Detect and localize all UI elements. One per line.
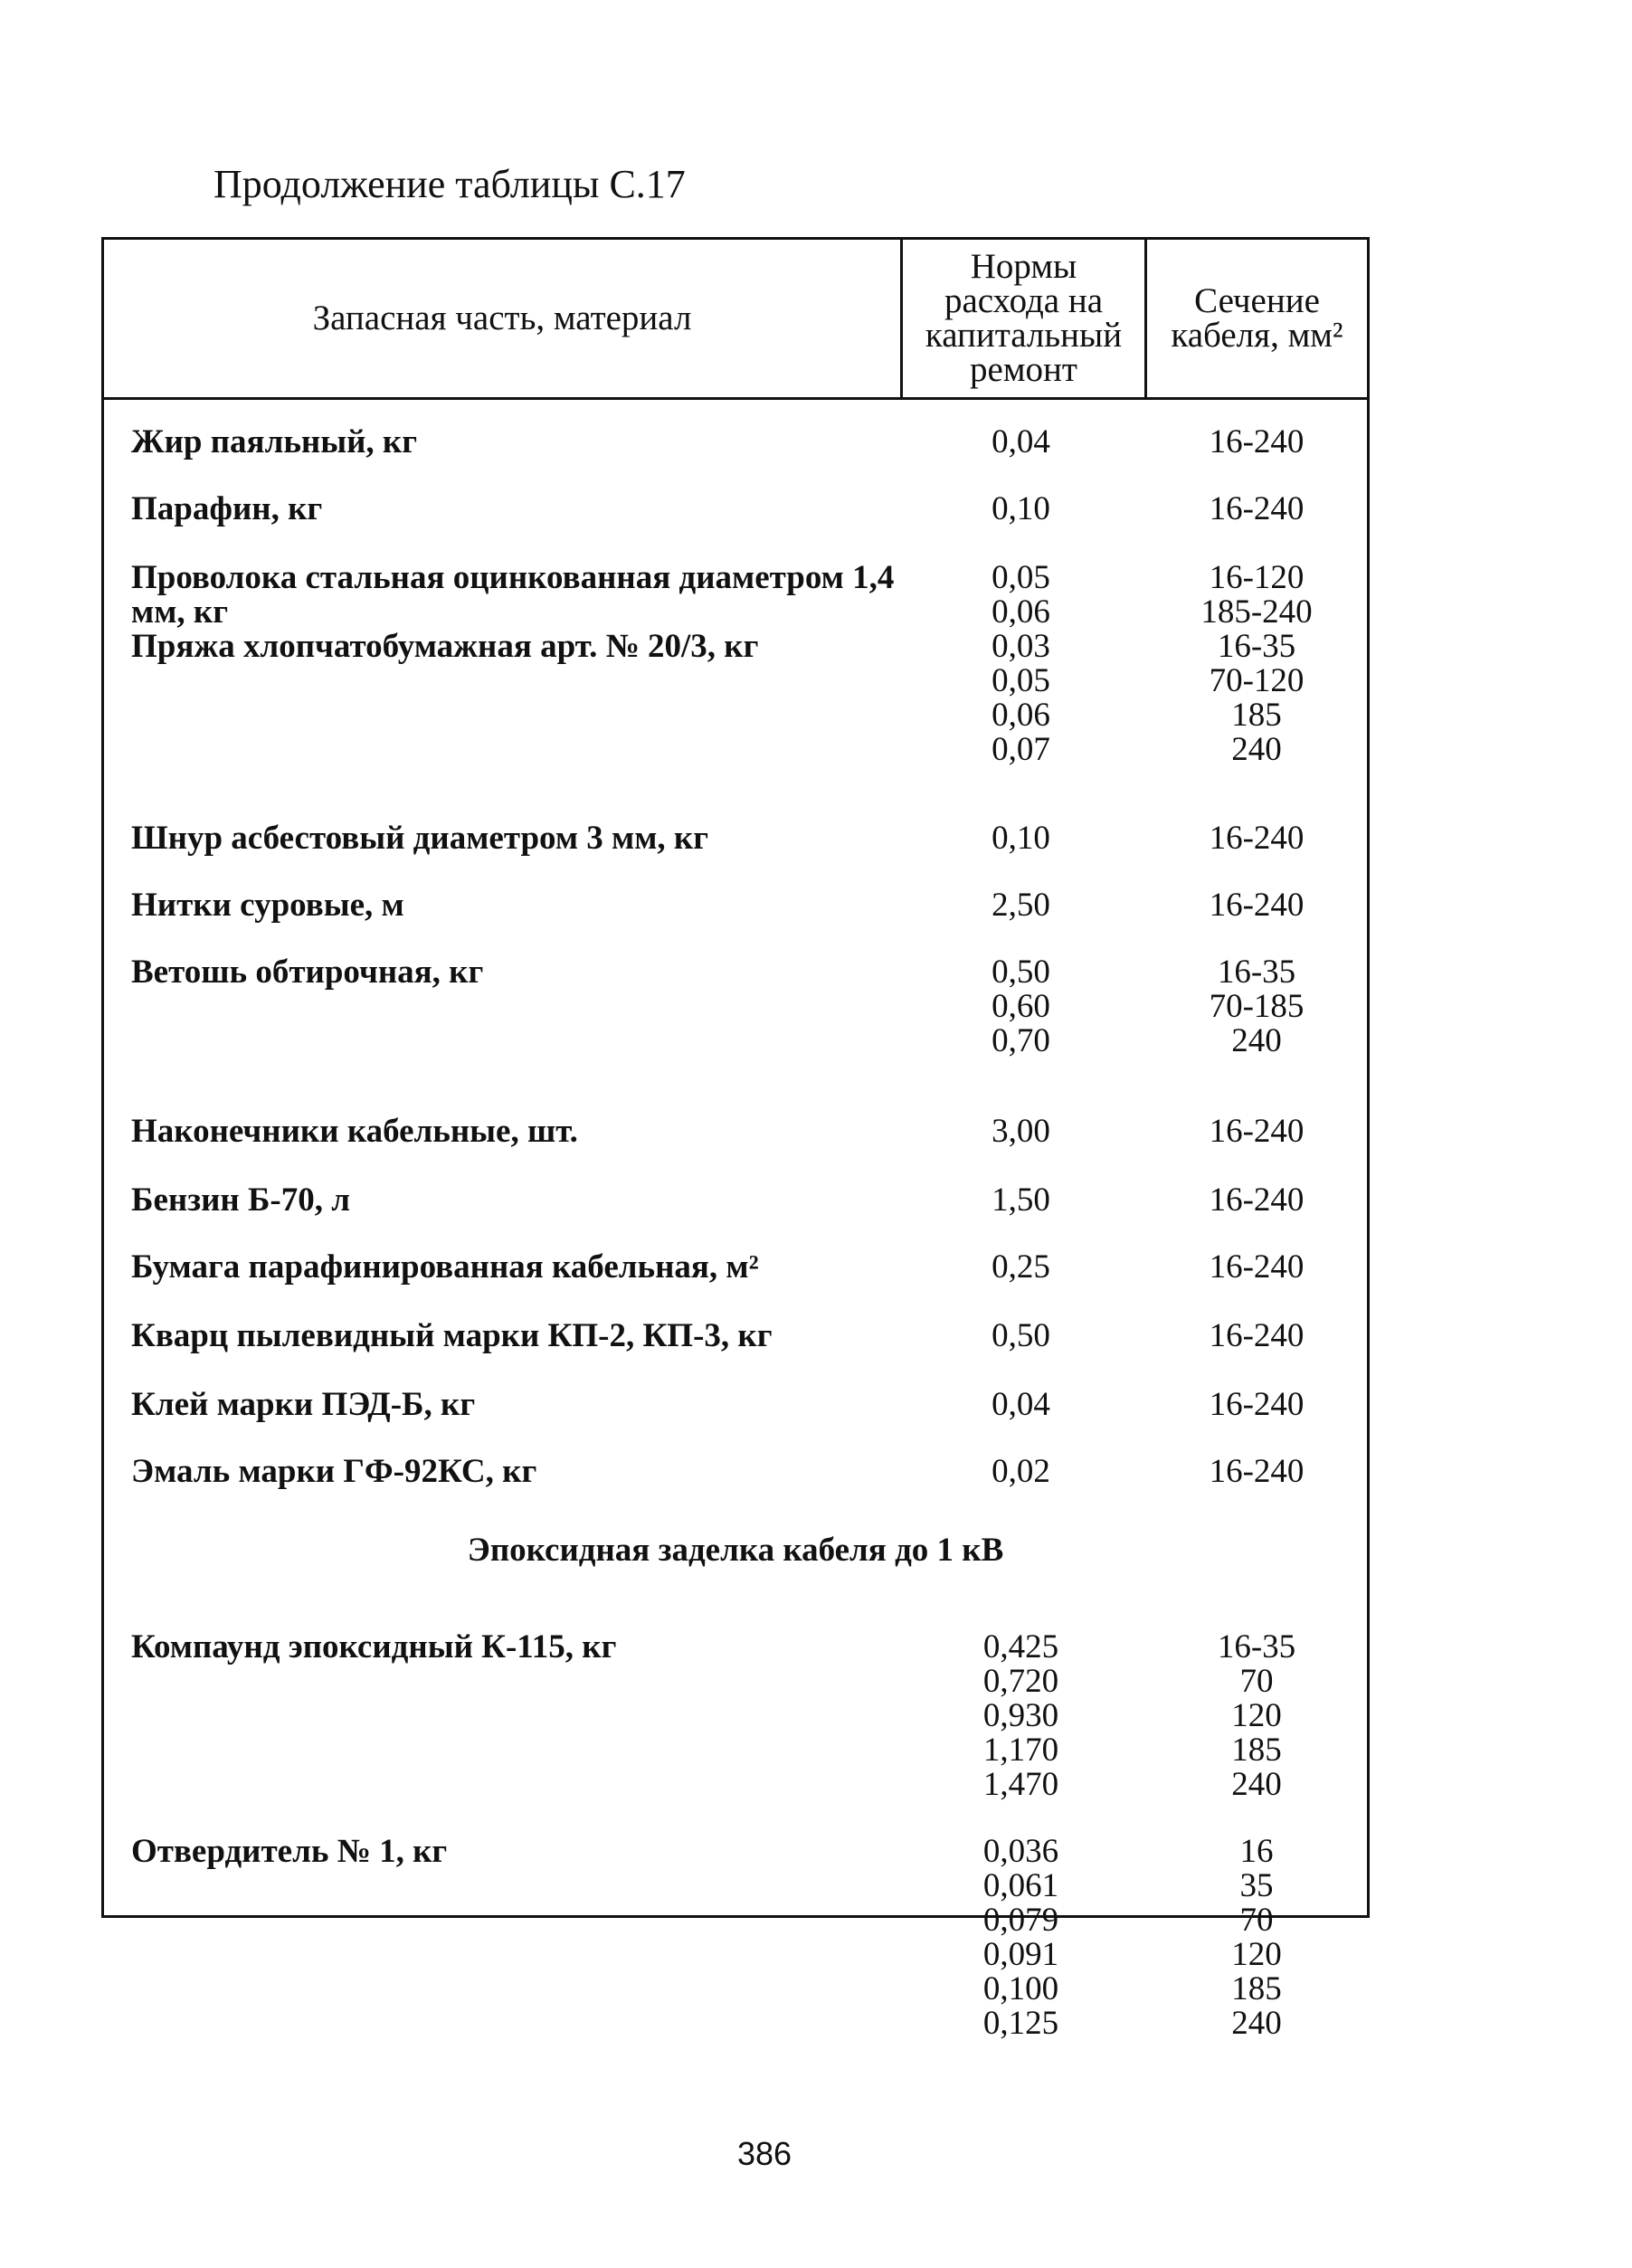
header-material: Запасная часть, материал <box>312 299 692 337</box>
section-value: 185 <box>1231 697 1282 734</box>
norm-value: 0,036 <box>982 1833 1059 1870</box>
section-cell <box>1144 425 1369 460</box>
norm-value: 1,470 <box>982 1766 1059 1803</box>
section-value: 35 <box>1239 1867 1274 1904</box>
section-value: 240 <box>1231 2005 1282 2042</box>
norm-value: 0,06 <box>992 593 1050 631</box>
norms-cell <box>900 821 1142 856</box>
norms-cell <box>900 1183 1142 1218</box>
norm-value: 1,50 <box>992 1181 1050 1219</box>
header-norms-line: ремонт <box>970 350 1077 389</box>
norm-value: 0,425 <box>982 1628 1059 1665</box>
section-value: 16-240 <box>1209 1113 1305 1150</box>
section-value: 185-240 <box>1200 593 1313 631</box>
norms-cell <box>900 1388 1142 1422</box>
material-name: Отвердитель № 1, кг <box>131 1833 448 1870</box>
section-cell <box>1144 888 1369 923</box>
section-heading: Эпоксидная заделка кабеля до 1 кВ <box>467 1532 1004 1569</box>
norm-value: 0,50 <box>992 1317 1050 1354</box>
table-header <box>104 240 1367 400</box>
section-value: 16 <box>1239 1833 1274 1870</box>
material-name: Наконечники кабельные, шт. <box>131 1113 578 1150</box>
section-value: 16-240 <box>1209 1453 1305 1490</box>
norm-value: 3,00 <box>992 1113 1050 1150</box>
section-value: 16-240 <box>1209 1386 1305 1423</box>
norms-cell <box>900 888 1142 923</box>
section-value: 70-120 <box>1209 662 1305 699</box>
material-name: Бумага парафинированная кабельная, м² <box>131 1248 759 1286</box>
material-name: Компаунд эпоксидный К-115, кг <box>131 1628 617 1665</box>
norms-cell <box>900 1630 1142 1802</box>
section-value: 120 <box>1231 1936 1282 1973</box>
section-value: 70 <box>1239 1902 1274 1939</box>
table-body <box>104 400 1367 2042</box>
norm-value: 1,170 <box>982 1732 1059 1769</box>
section-value: 16-120 <box>1209 559 1305 596</box>
norm-value: 0,04 <box>992 423 1050 460</box>
material-name: Бензин Б-70, л <box>131 1181 350 1219</box>
section-cell <box>1144 1835 1369 2041</box>
norms-cell <box>900 1115 1142 1149</box>
section-cell <box>1144 1183 1369 1218</box>
section-value: 70-185 <box>1209 988 1305 1025</box>
header-section-line: Сечение <box>1194 281 1320 320</box>
page-number: 386 <box>736 2135 792 2172</box>
norms-cell <box>900 1250 1142 1285</box>
norms-cell <box>900 561 1142 630</box>
norms-cell <box>900 630 1142 767</box>
material-name: Ветошь обтирочная, кг <box>131 954 484 991</box>
section-cell <box>1144 1455 1369 1489</box>
norm-value: 0,25 <box>992 1248 1050 1286</box>
material-name: Парафин, кг <box>131 490 323 527</box>
norm-value: 0,10 <box>992 820 1050 857</box>
section-value: 185 <box>1231 1970 1282 2007</box>
section-cell <box>1144 1388 1369 1422</box>
norm-value: 0,03 <box>992 628 1050 665</box>
section-cell <box>1144 492 1369 527</box>
section-cell <box>1144 1319 1369 1353</box>
norm-value: 0,04 <box>992 1386 1050 1423</box>
norm-value: 0,50 <box>992 954 1050 991</box>
section-value: 70 <box>1239 1663 1274 1700</box>
section-value: 16-240 <box>1209 423 1305 460</box>
header-section <box>1144 240 1367 397</box>
norms-cell <box>900 955 1142 1058</box>
material-name: Проволока стальная оцинкованная диаметром 1,4 мм, кг <box>131 559 895 631</box>
section-cell <box>1144 1250 1369 1285</box>
norm-value: 0,02 <box>992 1453 1050 1490</box>
norm-value: 0,061 <box>982 1867 1059 1904</box>
norms-cell <box>900 492 1142 527</box>
norm-value: 0,125 <box>982 2005 1059 2042</box>
material-name: Нитки суровые, м <box>131 887 404 924</box>
section-value: 16-35 <box>1217 1628 1296 1665</box>
norm-value: 0,07 <box>992 731 1050 768</box>
section-cell <box>1144 630 1369 767</box>
header-norms-line: капитальный <box>925 316 1123 355</box>
norm-value: 0,05 <box>992 559 1050 596</box>
section-value: 120 <box>1231 1697 1282 1734</box>
table-caption: Продолжение таблицы С.17 <box>213 162 686 206</box>
section-value: 16-240 <box>1209 490 1305 527</box>
norm-value: 0,70 <box>992 1022 1050 1059</box>
material-name: Кварц пылевидный марки КП-2, КП-3, кг <box>131 1317 773 1354</box>
norm-value: 2,50 <box>992 887 1050 924</box>
section-value: 240 <box>1231 1022 1282 1059</box>
norm-value: 0,06 <box>992 697 1050 734</box>
section-cell <box>1144 955 1369 1058</box>
header-section-line: кабеля, мм² <box>1171 316 1343 355</box>
norms-cell <box>900 1319 1142 1353</box>
norms-cell <box>900 425 1142 460</box>
norms-cell <box>900 1835 1142 2041</box>
material-name: Пряжа хлопчатобумажная арт. № 20/3, кг <box>131 628 759 665</box>
section-value: 185 <box>1231 1732 1282 1769</box>
section-value: 240 <box>1231 1766 1282 1803</box>
section-cell <box>1144 561 1369 630</box>
header-norms <box>900 240 1144 397</box>
section-value: 240 <box>1231 731 1282 768</box>
norms-cell <box>900 1455 1142 1489</box>
material-name: Эмаль марки ГФ-92КС, кг <box>131 1453 537 1490</box>
header-norms-line: Нормы <box>970 247 1077 286</box>
norm-value: 0,079 <box>982 1902 1059 1939</box>
norm-value: 0,720 <box>982 1663 1059 1700</box>
norm-value: 0,091 <box>982 1936 1059 1973</box>
header-norms-line: расхода на <box>944 281 1104 320</box>
material-name: Клей марки ПЭД-Б, кг <box>131 1386 476 1423</box>
norms-table <box>101 237 1370 2042</box>
section-cell <box>1144 1630 1369 1802</box>
section-cell <box>1144 821 1369 856</box>
section-value: 16-35 <box>1217 954 1296 991</box>
section-value: 16-240 <box>1209 887 1305 924</box>
section-value: 16-240 <box>1209 1181 1305 1219</box>
section-value: 16-240 <box>1209 1317 1305 1354</box>
norm-value: 0,60 <box>992 988 1050 1025</box>
norm-value: 0,100 <box>982 1970 1059 2007</box>
norm-value: 0,10 <box>992 490 1050 527</box>
section-value: 16-240 <box>1209 1248 1305 1286</box>
norm-value: 0,05 <box>992 662 1050 699</box>
norm-value: 0,930 <box>982 1697 1059 1734</box>
section-cell <box>1144 1115 1369 1149</box>
material-name: Шнур асбестовый диаметром 3 мм, кг <box>131 820 709 857</box>
section-value: 16-35 <box>1217 628 1296 665</box>
section-value: 16-240 <box>1209 820 1305 857</box>
material-name: Жир паяльный, кг <box>131 423 418 460</box>
